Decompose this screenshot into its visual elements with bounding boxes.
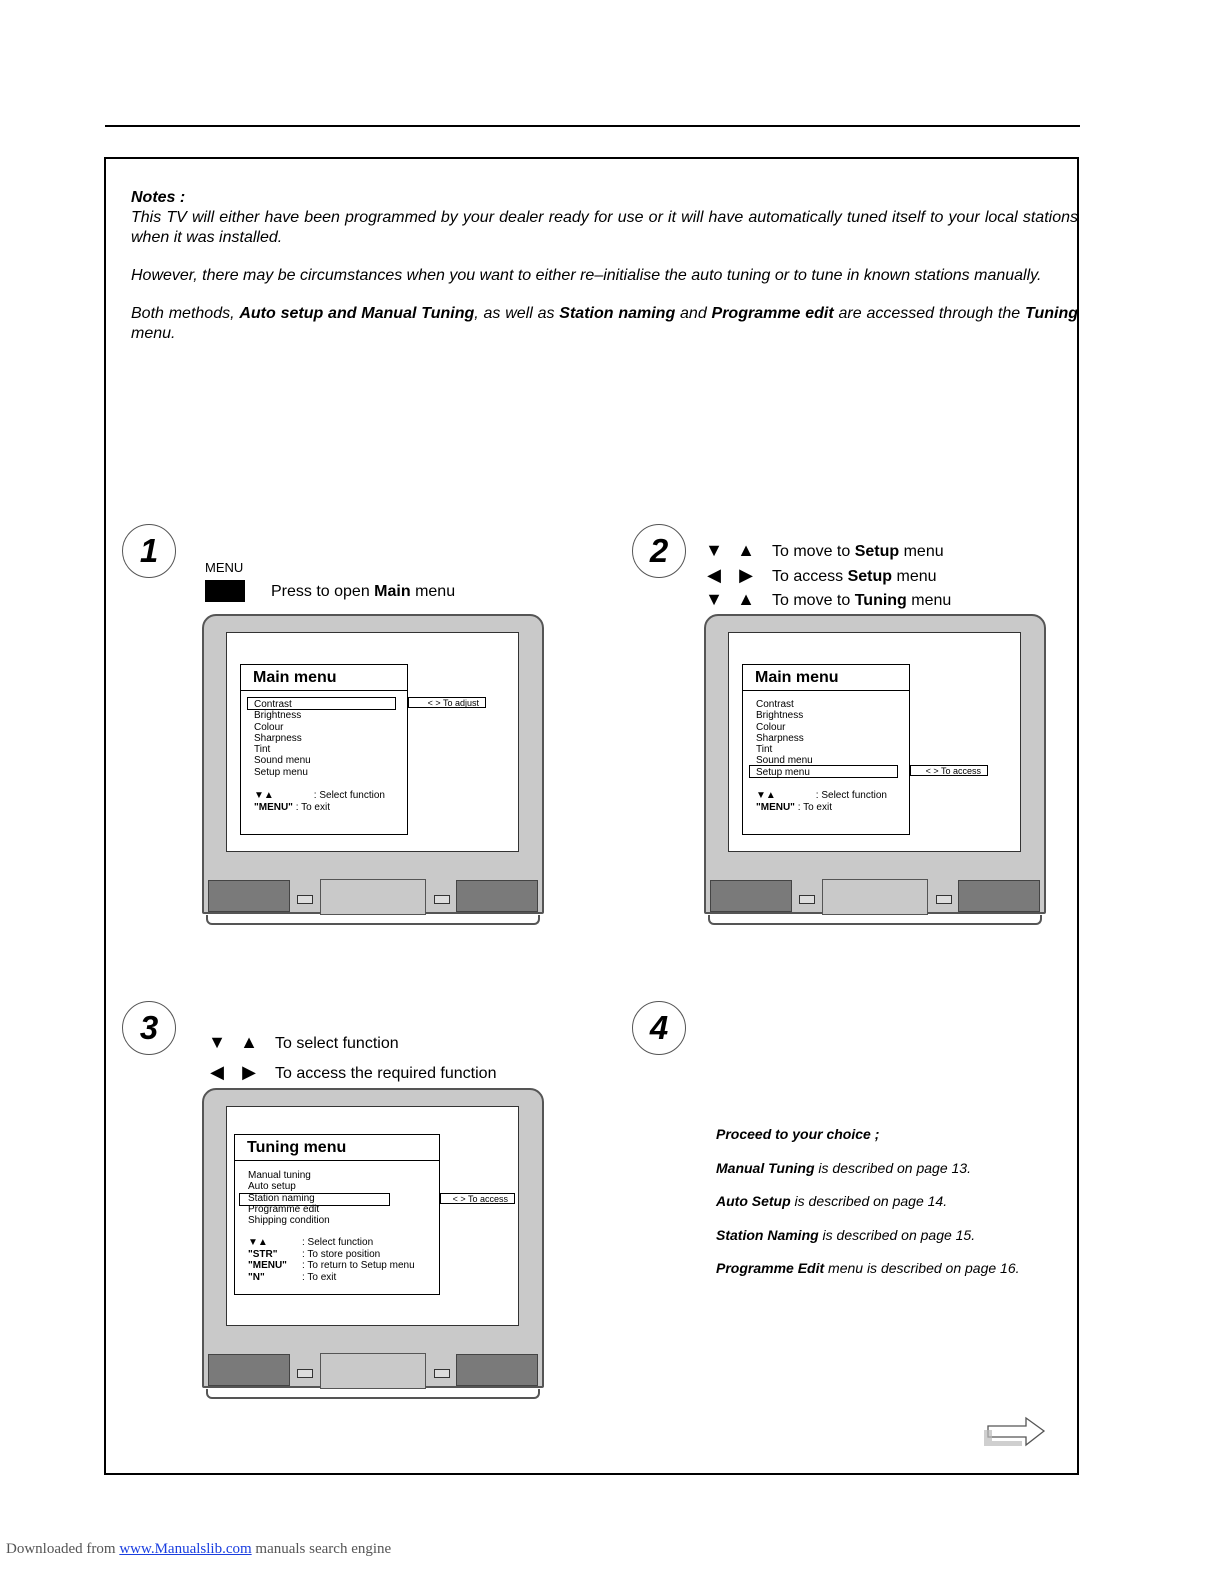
osd-key-legend: ▼▲ : Select function "STR" : To store position "MENU" : To return to Setup menu "N" : To exit <box>248 1237 415 1283</box>
osd-title: Main menu <box>743 665 909 691</box>
left-arrow-icon: ◀ <box>210 1062 224 1082</box>
speaker-right <box>456 1354 538 1386</box>
up-arrow-icon: ▲ <box>737 589 755 609</box>
osd-title: Main menu <box>241 665 407 691</box>
step-1-number: 1 <box>122 524 176 578</box>
tv-illustration-2 <box>704 614 1048 932</box>
step-2-instructions <box>698 539 951 613</box>
tv-button-left <box>799 895 815 904</box>
down-arrow-icon: ▼ <box>208 1032 226 1052</box>
tv-stand <box>708 915 1042 925</box>
osd-item: Programme edit <box>248 1203 320 1215</box>
osd-item: Contrast <box>254 699 292 710</box>
osd-item: Sound menu <box>756 755 813 767</box>
step-4-number: 4 <box>632 1001 686 1055</box>
notes-title: Notes : <box>131 189 186 206</box>
osd-item: Sharpness <box>254 732 302 744</box>
top-rule <box>105 125 1080 127</box>
step-3-number: 3 <box>122 1001 176 1055</box>
notes-paragraph-1: This TV will either have been programmed by your dealer ready for use or it will have automatically tuned itself to your local stations when it was installed. <box>131 209 1078 246</box>
next-page-arrow-icon <box>982 1414 1048 1450</box>
main-menu-osd <box>742 664 910 835</box>
step-4-choices <box>716 1118 1076 1286</box>
osd-access-tag: < > To access <box>440 1193 515 1204</box>
osd-item: Auto setup <box>248 1181 296 1193</box>
main-menu-osd <box>240 664 408 835</box>
menu-key-label: MENU <box>205 560 244 575</box>
notes-section <box>131 188 1078 362</box>
instruction-line: ▼ ▲ To move to Setup menu <box>698 539 951 564</box>
control-panel <box>320 1353 426 1389</box>
instruction-line: ▼ ▲ To select function <box>201 1028 496 1058</box>
osd-selection-highlight <box>247 697 396 710</box>
osd-item: Contrast <box>756 699 794 710</box>
choice-item: Manual Tuning is described on page 13. <box>716 1159 971 1176</box>
step-2-number: 2 <box>632 524 686 578</box>
instruction-line: ▼ ▲ To move to Tuning menu <box>698 588 951 613</box>
osd-selection-highlight <box>239 1193 390 1206</box>
speaker-right <box>456 880 538 912</box>
speaker-left <box>208 1354 290 1386</box>
tv-button-right <box>434 1369 450 1378</box>
notes-paragraph-2: However, there may be circumstances when you want to either re–initialise the auto tuning or to tune in known stations manually. <box>131 267 1042 284</box>
tv-stand <box>206 1389 540 1399</box>
up-arrow-icon: ▲ <box>737 540 755 560</box>
left-arrow-icon: ◀ <box>707 564 721 585</box>
tv-illustration-3 <box>202 1088 546 1406</box>
osd-item: Setup menu <box>254 766 308 778</box>
osd-item: Shipping condition <box>248 1215 330 1227</box>
down-arrow-icon: ▼ <box>705 540 723 560</box>
control-panel <box>320 879 426 915</box>
speaker-left <box>710 880 792 912</box>
right-arrow-icon: ▶ <box>242 1062 256 1082</box>
osd-key-legend: ▼▲ : Select function "MENU" : To exit <box>756 790 887 813</box>
tv-button-left <box>297 1369 313 1378</box>
step-1-instruction: Press to open Main menu <box>271 583 456 600</box>
osd-item: Brightness <box>756 710 804 722</box>
tv-button-right <box>434 895 450 904</box>
tv-illustration-1 <box>202 614 546 932</box>
down-arrow-icon: ▼ <box>705 589 723 609</box>
choice-item: Auto Setup is described on page 14. <box>716 1193 948 1209</box>
osd-key-legend: ▼▲ : Select function "MENU" : To exit <box>254 790 385 813</box>
osd-item: Tint <box>756 744 773 756</box>
manualslib-link[interactable]: www.Manualslib.com <box>119 1541 252 1557</box>
speaker-right <box>958 880 1040 912</box>
osd-item: Setup menu <box>756 766 810 778</box>
proceed-intro: Proceed to your choice ; <box>716 1126 880 1142</box>
choice-item: Station Naming is described on page 15. <box>716 1226 976 1243</box>
notes-paragraph-3: Both methods, Auto setup and Manual Tuning, as well as Station naming and Programme edit are accessed through the Tuning menu. <box>131 305 1079 342</box>
control-panel <box>822 879 928 915</box>
choice-item: Programme Edit menu is described on page 16. <box>716 1260 1020 1276</box>
tv-stand <box>206 915 540 925</box>
osd-access-tag: < > To access <box>910 765 988 776</box>
osd-item: Tint <box>254 744 271 756</box>
osd-item: Colour <box>756 721 786 733</box>
osd-item: Station naming <box>248 1192 315 1204</box>
menu-key-icon <box>205 580 245 602</box>
osd-item: Sharpness <box>756 732 804 744</box>
instruction-line: ◀ ▶ To access Setup menu <box>698 564 951 589</box>
speaker-left <box>208 880 290 912</box>
right-arrow-icon: ▶ <box>739 564 753 585</box>
osd-selection-highlight <box>749 765 898 778</box>
osd-item: Manual tuning <box>248 1170 311 1181</box>
osd-item: Colour <box>254 721 284 733</box>
osd-title: Tuning menu <box>235 1135 439 1161</box>
tuning-menu-osd <box>234 1134 440 1295</box>
step-3-instructions <box>201 1028 496 1088</box>
osd-adjust-tag: < > To adjust <box>408 697 486 708</box>
osd-item: Brightness <box>254 710 302 722</box>
tv-button-right <box>936 895 952 904</box>
osd-item: Sound menu <box>254 755 311 767</box>
instruction-line: ◀ ▶ To access the required function <box>201 1058 496 1088</box>
up-arrow-icon: ▲ <box>240 1032 258 1052</box>
tv-button-left <box>297 895 313 904</box>
download-footer: Downloaded from www.Manualslib.com manuals search engine <box>6 1541 392 1557</box>
